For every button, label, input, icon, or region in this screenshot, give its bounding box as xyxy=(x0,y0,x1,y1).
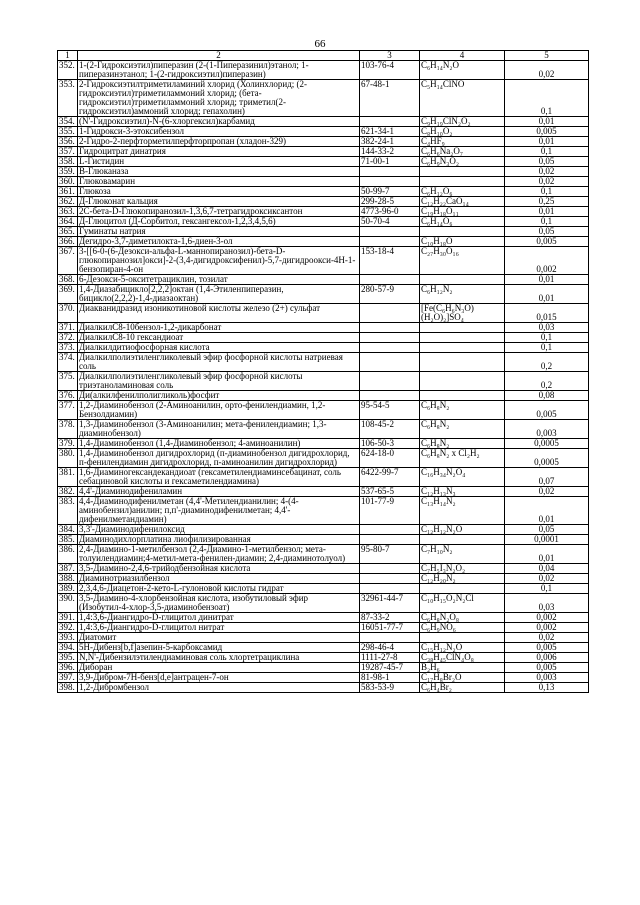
cas-number: 67-48-1 xyxy=(360,80,420,117)
cas-number: 19287-45-7 xyxy=(360,663,420,673)
cas-number xyxy=(360,343,420,353)
formula: C₆H₁₄N₂O xyxy=(420,61,505,80)
value: 0,03 xyxy=(505,323,589,333)
table-row xyxy=(58,285,589,304)
formula: C₅H₁₄ClNO xyxy=(420,80,505,117)
row-number: 356. xyxy=(58,137,78,147)
substance-name: 1,6-Диаминогександекандиоат (гексаметилендиаминсебацинат, соль себациновой кислоты и гексаметилендиамина) xyxy=(78,468,360,487)
formula xyxy=(420,372,505,391)
row-number: 373. xyxy=(58,343,78,353)
formula: C₆H₈N₂O₈ xyxy=(420,613,505,623)
table-row xyxy=(58,623,589,633)
value: 0,05 xyxy=(505,227,589,237)
row-number: 396. xyxy=(58,663,78,673)
formula: C₁₂H₂₂CaO₁₄ xyxy=(420,197,505,207)
formula: B₂H₆ xyxy=(420,663,505,673)
formula: C₈H₁₀O₂ xyxy=(420,127,505,137)
formula xyxy=(420,584,505,594)
table-row xyxy=(58,663,589,673)
cas-number: 108-45-2 xyxy=(360,420,420,439)
substance-name: 3,5-Диамино-2,4,6-трийодбензойная кислота xyxy=(78,564,360,574)
value: 0,02 xyxy=(505,633,589,643)
cas-number xyxy=(360,227,420,237)
row-number: 380. xyxy=(58,449,78,468)
substance-name: Д-Глюконат кальция xyxy=(78,197,360,207)
cas-number: 4773-96-0 xyxy=(360,207,420,217)
substance-name: 3,5-Диамино-4-хлорбензойная кислота, изобутиловый эфир (Изобутил-4-хлор-3,5-диаминобензоат) xyxy=(78,594,360,613)
table-row xyxy=(58,167,589,177)
row-number: 381. xyxy=(58,468,78,487)
cas-number xyxy=(360,177,420,187)
table-row xyxy=(58,147,589,157)
table-row xyxy=(58,564,589,574)
header-col-2: 2 xyxy=(78,51,360,61)
row-number: 355. xyxy=(58,127,78,137)
substance-name: 1,2-Дибромбензол xyxy=(78,683,360,693)
row-number: 362. xyxy=(58,197,78,207)
table-row xyxy=(58,487,589,497)
header-col-4: 4 xyxy=(420,51,505,61)
formula: C₁₀H₁₅O₂N₂Cl xyxy=(420,594,505,613)
formula xyxy=(420,353,505,372)
value: 0,005 xyxy=(505,237,589,247)
row-number: 392. xyxy=(58,623,78,633)
table-row xyxy=(58,333,589,343)
value: 0,002 xyxy=(505,247,589,275)
row-number: 374. xyxy=(58,353,78,372)
formula: C₆H₄Br₂ xyxy=(420,683,505,693)
table-row xyxy=(58,391,589,401)
substance-name: N,N'-Дибензилэтилендиаминовая соль хлортетрациклина xyxy=(78,653,360,663)
substance-name: 3-[[6-0-(6-Дезокси-альфа-L-маннопиранозил)-бета-D-глюкопиранозил]окси]-2-(3,4-дигидроксифенил)-5,7-дигидроокси-4Н-1-бензопиран-4-он xyxy=(78,247,360,275)
formula: C₆H₆Na₂O₇ xyxy=(420,147,505,157)
formula xyxy=(420,343,505,353)
table-row xyxy=(58,157,589,167)
value: 0,015 xyxy=(505,304,589,323)
row-number: 366. xyxy=(58,237,78,247)
row-number: 365. xyxy=(58,227,78,237)
table-row xyxy=(58,275,589,285)
substance-name: 4,4'-Диаминодифениламин xyxy=(78,487,360,497)
value: 0,01 xyxy=(505,545,589,564)
row-number: 398. xyxy=(58,683,78,693)
cas-number xyxy=(360,525,420,535)
formula: C₁₃H₁₄N₂ xyxy=(420,497,505,525)
table-body xyxy=(58,61,589,693)
value: 0,02 xyxy=(505,61,589,80)
table-row xyxy=(58,80,589,117)
table-row xyxy=(58,353,589,372)
value: 0,05 xyxy=(505,525,589,535)
row-number: 364. xyxy=(58,217,78,227)
cas-number: 81-98-1 xyxy=(360,673,420,683)
substance-name: Д-Глюцитол (Д-Сорбитол, гексангексол-1,2,3,4,5,6) xyxy=(78,217,360,227)
cas-number: 16051-77-7 xyxy=(360,623,420,633)
formula: C₁₅H₁₂N₂O xyxy=(420,643,505,653)
cas-number: 106-50-3 xyxy=(360,439,420,449)
cas-number xyxy=(360,564,420,574)
table-row xyxy=(58,449,589,468)
table-row xyxy=(58,497,589,525)
cas-number: 382-24-1 xyxy=(360,137,420,147)
formula: C₆H₈N₂ xyxy=(420,439,505,449)
formula xyxy=(420,633,505,643)
row-number: 395. xyxy=(58,653,78,663)
substance-name: 1,4-Диаминобензол (1,4-Диаминобензол; 4-аминоанилин) xyxy=(78,439,360,449)
row-number: 390. xyxy=(58,594,78,613)
row-number: 382. xyxy=(58,487,78,497)
row-number: 387. xyxy=(58,564,78,574)
row-number: 353. xyxy=(58,80,78,117)
cas-number: 50-70-4 xyxy=(360,217,420,227)
substance-name: 2С-бета-D-Глюкопиранозил-1,3,6,7-тетрагидроксиксантон xyxy=(78,207,360,217)
table-row xyxy=(58,545,589,564)
value: 0,002 xyxy=(505,613,589,623)
value: 0,01 xyxy=(505,207,589,217)
value: 0,005 xyxy=(505,127,589,137)
formula: C₁₀H₁₈O xyxy=(420,237,505,247)
substance-name: 2,4-Диамино-1-метилбензол (2,4-Диамино-1-метилбензол; мета-толуилендиамин;4-метил-мета-фенилен-диамин; 2,4-диаминотолуол) xyxy=(78,545,360,564)
table-row xyxy=(58,420,589,439)
header-col-5: 5 xyxy=(505,51,589,61)
row-number: 385. xyxy=(58,535,78,545)
substance-name: Дегидро-3,7-диметилокта-1,6-диен-3-ол xyxy=(78,237,360,247)
formula xyxy=(420,177,505,187)
header-col-1: 1 xyxy=(58,51,78,61)
substance-name: 1,4-Диаминобензол дигидрохлорид (п-диаминобензол дигидрохлорид, п-фенилендиамин дигидрохлорид, п-аминоанилин дигидрохлорид) xyxy=(78,449,360,468)
value: 0,0005 xyxy=(505,449,589,468)
substances-table xyxy=(57,50,589,693)
cas-number: 71-00-1 xyxy=(360,157,420,167)
table-row xyxy=(58,127,589,137)
substance-name: Глюкоза xyxy=(78,187,360,197)
header-col-3: 3 xyxy=(360,51,420,61)
row-number: 386. xyxy=(58,545,78,564)
cas-number: 1111-27-8 xyxy=(360,653,420,663)
substance-name: 2-Гидроксиэтилтриметиламиний хлорид (Холинхлорид; (2-гидроксиэтил)триметиламмоний хлорид; (бета-гидроксиэтил)триметиламмоний хлорид; триметил(2-гидроксиэтил)аммоний хлорид; гепахолин) xyxy=(78,80,360,117)
cas-number: 6422-99-7 xyxy=(360,468,420,487)
formula: [Fe(C₆H₆N₃O)(H₂O)₂]SO₄ xyxy=(420,304,505,323)
formula xyxy=(420,227,505,237)
table-row xyxy=(58,137,589,147)
formula: C₆H₁₄O₆ xyxy=(420,217,505,227)
substance-name: 1-(2-Гидроксиэтил)пиперазин (2-(1-Пиперазинил)этанол; 1-пиперазинэтанол; 1-(2-гидроксиэтил)пиперазин) xyxy=(78,61,360,80)
substance-name: 6-Дезокси-5-окситетрациклин, тозилат xyxy=(78,275,360,285)
cas-number: 95-54-5 xyxy=(360,401,420,420)
page-number: 66 xyxy=(314,38,326,50)
value: 0,1 xyxy=(505,80,589,117)
row-number: 394. xyxy=(58,643,78,653)
formula: C₁₇H₈Br₂O xyxy=(420,673,505,683)
substance-name: 1-Гидрокси-3-этоксибензол xyxy=(78,127,360,137)
cas-number: 621-34-1 xyxy=(360,127,420,137)
row-number: 376. xyxy=(58,391,78,401)
cas-number xyxy=(360,275,420,285)
row-number: 372. xyxy=(58,333,78,343)
table-row xyxy=(58,468,589,487)
formula xyxy=(420,333,505,343)
cas-number xyxy=(360,391,420,401)
formula xyxy=(420,167,505,177)
value: 0,005 xyxy=(505,663,589,673)
substance-name: (N'-Гидроксиэтил)-N-(6-хлоргексил)карбамид xyxy=(78,117,360,127)
cas-number xyxy=(360,574,420,584)
cas-number xyxy=(360,117,420,127)
table-row xyxy=(58,207,589,217)
value: 0,07 xyxy=(505,468,589,487)
value: 0,01 xyxy=(505,117,589,127)
cas-number xyxy=(360,372,420,391)
formula xyxy=(420,323,505,333)
substance-name: 1,4:3,6-Диангидро-D-глицитол динитрат xyxy=(78,613,360,623)
table-row xyxy=(58,673,589,683)
row-number: 377. xyxy=(58,401,78,420)
row-number: 363. xyxy=(58,207,78,217)
cas-number xyxy=(360,353,420,372)
table-row xyxy=(58,574,589,584)
formula: C₆H₉N₃O₂ xyxy=(420,157,505,167)
cas-number xyxy=(360,633,420,643)
cas-number: 280-57-9 xyxy=(360,285,420,304)
cas-number: 583-53-9 xyxy=(360,683,420,693)
header-row xyxy=(58,51,589,61)
substance-name: 1,2-Диаминобензол (2-Аминоанилин, орто-фенилендиамин, 1,2-Бензолдиамин) xyxy=(78,401,360,420)
substance-name: Гидроцитрат динатрия xyxy=(78,147,360,157)
table-row xyxy=(58,217,589,227)
table-row xyxy=(58,343,589,353)
substance-name: Диаминотриазилбензол xyxy=(78,574,360,584)
value: 0,1 xyxy=(505,584,589,594)
value: 0,0001 xyxy=(505,535,589,545)
formula: C₆H₁₂O₆ xyxy=(420,187,505,197)
cas-number: 95-80-7 xyxy=(360,545,420,564)
substance-name: Глюковамарин xyxy=(78,177,360,187)
cas-number xyxy=(360,535,420,545)
formula: C₁₂H₁₃N₃ xyxy=(420,487,505,497)
row-number: 360. xyxy=(58,177,78,187)
row-number: 379. xyxy=(58,439,78,449)
row-number: 357. xyxy=(58,147,78,157)
value: 0,01 xyxy=(505,137,589,147)
value: 0,1 xyxy=(505,147,589,157)
row-number: 371. xyxy=(58,323,78,333)
substance-name: L-Гистидин xyxy=(78,157,360,167)
row-number: 354. xyxy=(58,117,78,127)
value: 0,005 xyxy=(505,643,589,653)
substance-name: Диаминодихлорплатина лиофилизированная xyxy=(78,535,360,545)
row-number: 393. xyxy=(58,633,78,643)
substance-name: Диакванидразид изоникотиновой кислоты железо (2+) сульфат xyxy=(78,304,360,323)
row-number: 389. xyxy=(58,584,78,594)
formula: C₁₂H₂₀N₂ xyxy=(420,574,505,584)
formula: C₆H₁₂N₂ xyxy=(420,285,505,304)
substance-name: ДиалкилС8-10бензол-1,2-дикарбонат xyxy=(78,323,360,333)
row-number: 367. xyxy=(58,247,78,275)
table-row xyxy=(58,535,589,545)
row-number: 375. xyxy=(58,372,78,391)
table-row xyxy=(58,683,589,693)
table-row xyxy=(58,633,589,643)
value: 0,13 xyxy=(505,683,589,693)
formula xyxy=(420,275,505,285)
substance-name: Диборан xyxy=(78,663,360,673)
substance-name: 1,3-Диаминобензол (3-Аминоанилин; мета-фенилендиамин; 1,3-диаминобензол) xyxy=(78,420,360,439)
cas-number xyxy=(360,237,420,247)
table-row xyxy=(58,247,589,275)
formula: C₃₈H₄₅ClN₄O₈ xyxy=(420,653,505,663)
cas-number: 50-99-7 xyxy=(360,187,420,197)
table-row xyxy=(58,117,589,127)
substance-name: 3,3'-Диаминодифенилоксид xyxy=(78,525,360,535)
cas-number xyxy=(360,333,420,343)
cas-number: 298-46-4 xyxy=(360,643,420,653)
substance-name: ДиалкилС8-10 гександиоат xyxy=(78,333,360,343)
value: 0,005 xyxy=(505,401,589,420)
table-row xyxy=(58,177,589,187)
table-row xyxy=(58,653,589,663)
value: 0,02 xyxy=(505,177,589,187)
formula: C₁₂H₁₂N₂O xyxy=(420,525,505,535)
formula xyxy=(420,535,505,545)
table-row xyxy=(58,401,589,420)
table-row xyxy=(58,372,589,391)
substance-name: Диалкилполиэтиленгликолевый эфир фосфорной кислоты триэтаноламиновая соль xyxy=(78,372,360,391)
formula: C₇H₁₀N₂ xyxy=(420,545,505,564)
table-row xyxy=(58,323,589,333)
formula: C₂₇H₃₀O₁₆ xyxy=(420,247,505,275)
substance-name: Ди(алкилфенилполигликоль)фосфит xyxy=(78,391,360,401)
cas-number xyxy=(360,323,420,333)
formula: C₉H₁₉ClN₂O₂ xyxy=(420,117,505,127)
value: 0,02 xyxy=(505,487,589,497)
row-number: 358. xyxy=(58,157,78,167)
table-row xyxy=(58,304,589,323)
row-number: 378. xyxy=(58,420,78,439)
value: 0,02 xyxy=(505,167,589,177)
formula: C₁₆H₃₄N₂O₄ xyxy=(420,468,505,487)
value: 0,1 xyxy=(505,333,589,343)
table-row xyxy=(58,439,589,449)
formula: C₆H₈N₂ xyxy=(420,401,505,420)
value: 0,2 xyxy=(505,353,589,372)
cas-number: 87-33-2 xyxy=(360,613,420,623)
substance-name: 5Н-Дибенз[b,f]азепин-5-карбоксамид xyxy=(78,643,360,653)
value: 0,0005 xyxy=(505,439,589,449)
table-row xyxy=(58,613,589,623)
value: 0,2 xyxy=(505,372,589,391)
cas-number xyxy=(360,167,420,177)
formula: C₆H₈N₂ xyxy=(420,420,505,439)
substance-name: 3,9-Дибром-7Н-бенз[d,e]антрацен-7-он xyxy=(78,673,360,683)
formula: C₆H₉NO₆ xyxy=(420,623,505,633)
substance-name: 4,4-Диаминодифенилметан (4,4'-Метилендианилин; 4-(4-аминобензил)анилин; п,п'-диаминодифенилметан; 4,4'-дифенилметандиамин) xyxy=(78,497,360,525)
cas-number xyxy=(360,584,420,594)
row-number: 359. xyxy=(58,167,78,177)
value: 0,01 xyxy=(505,275,589,285)
table-row xyxy=(58,227,589,237)
formula: C₆H₈N₂ x Cl₂H₂ xyxy=(420,449,505,468)
cas-number xyxy=(360,304,420,323)
value: 0,03 xyxy=(505,594,589,613)
substance-name: 1,4-Диазабицикло[2,2,2]октан (1,4-Этиленпиперазин, бицикло(2,2,2)-1,4-диазаоктан) xyxy=(78,285,360,304)
table-row xyxy=(58,187,589,197)
table-row xyxy=(58,594,589,613)
substance-name: Диатомит xyxy=(78,633,360,643)
cas-number: 101-77-9 xyxy=(360,497,420,525)
table-row xyxy=(58,197,589,207)
substance-name: 1,4:3,6-Диангидро-D-глицитол нитрат xyxy=(78,623,360,633)
value: 0,02 xyxy=(505,574,589,584)
cas-number: 624-18-0 xyxy=(360,449,420,468)
value: 0,1 xyxy=(505,217,589,227)
row-number: 391. xyxy=(58,613,78,623)
value: 0,003 xyxy=(505,420,589,439)
value: 0,006 xyxy=(505,653,589,663)
row-number: 369. xyxy=(58,285,78,304)
value: 0,05 xyxy=(505,157,589,167)
table-row xyxy=(58,643,589,653)
substance-name: 2-Гидро-2-перфторметилперфторпропан (хладон-329) xyxy=(78,137,360,147)
substance-name: Гуминаты натрия xyxy=(78,227,360,237)
value: 0,04 xyxy=(505,564,589,574)
value: 0,01 xyxy=(505,285,589,304)
formula: C₁₉H₁₈O₁₁ xyxy=(420,207,505,217)
value: 0,002 xyxy=(505,623,589,633)
cas-number: 32961-44-7 xyxy=(360,594,420,613)
table-row xyxy=(58,525,589,535)
value: 0,003 xyxy=(505,673,589,683)
table-row xyxy=(58,61,589,80)
row-number: 383. xyxy=(58,497,78,525)
value: 0,25 xyxy=(505,197,589,207)
formula: C₄HF₉ xyxy=(420,137,505,147)
cas-number: 299-28-5 xyxy=(360,197,420,207)
cas-number: 103-76-4 xyxy=(360,61,420,80)
table-row xyxy=(58,584,589,594)
value: 0,01 xyxy=(505,497,589,525)
formula: C₇H₅I₃N₂O₂ xyxy=(420,564,505,574)
row-number: 384. xyxy=(58,525,78,535)
cas-number: 144-33-2 xyxy=(360,147,420,157)
row-number: 370. xyxy=(58,304,78,323)
substance-name: В-Глюканаза xyxy=(78,167,360,177)
row-number: 352. xyxy=(58,61,78,80)
value: 0,1 xyxy=(505,187,589,197)
value: 0,08 xyxy=(505,391,589,401)
cas-number: 537-65-5 xyxy=(360,487,420,497)
row-number: 361. xyxy=(58,187,78,197)
row-number: 368. xyxy=(58,275,78,285)
cas-number: 153-18-4 xyxy=(360,247,420,275)
substance-name: 2,3,4,6-Диацетон-2-кето-L-гулоновой кислоты гидрат xyxy=(78,584,360,594)
substance-name: Диалкилполиэтиленгликолевый эфир фосфорной кислоты натриевая соль xyxy=(78,353,360,372)
formula xyxy=(420,391,505,401)
row-number: 388. xyxy=(58,574,78,584)
row-number: 397. xyxy=(58,673,78,683)
substance-name: Диалкилдитиофосфорная кислота xyxy=(78,343,360,353)
table-row xyxy=(58,237,589,247)
value: 0,1 xyxy=(505,343,589,353)
